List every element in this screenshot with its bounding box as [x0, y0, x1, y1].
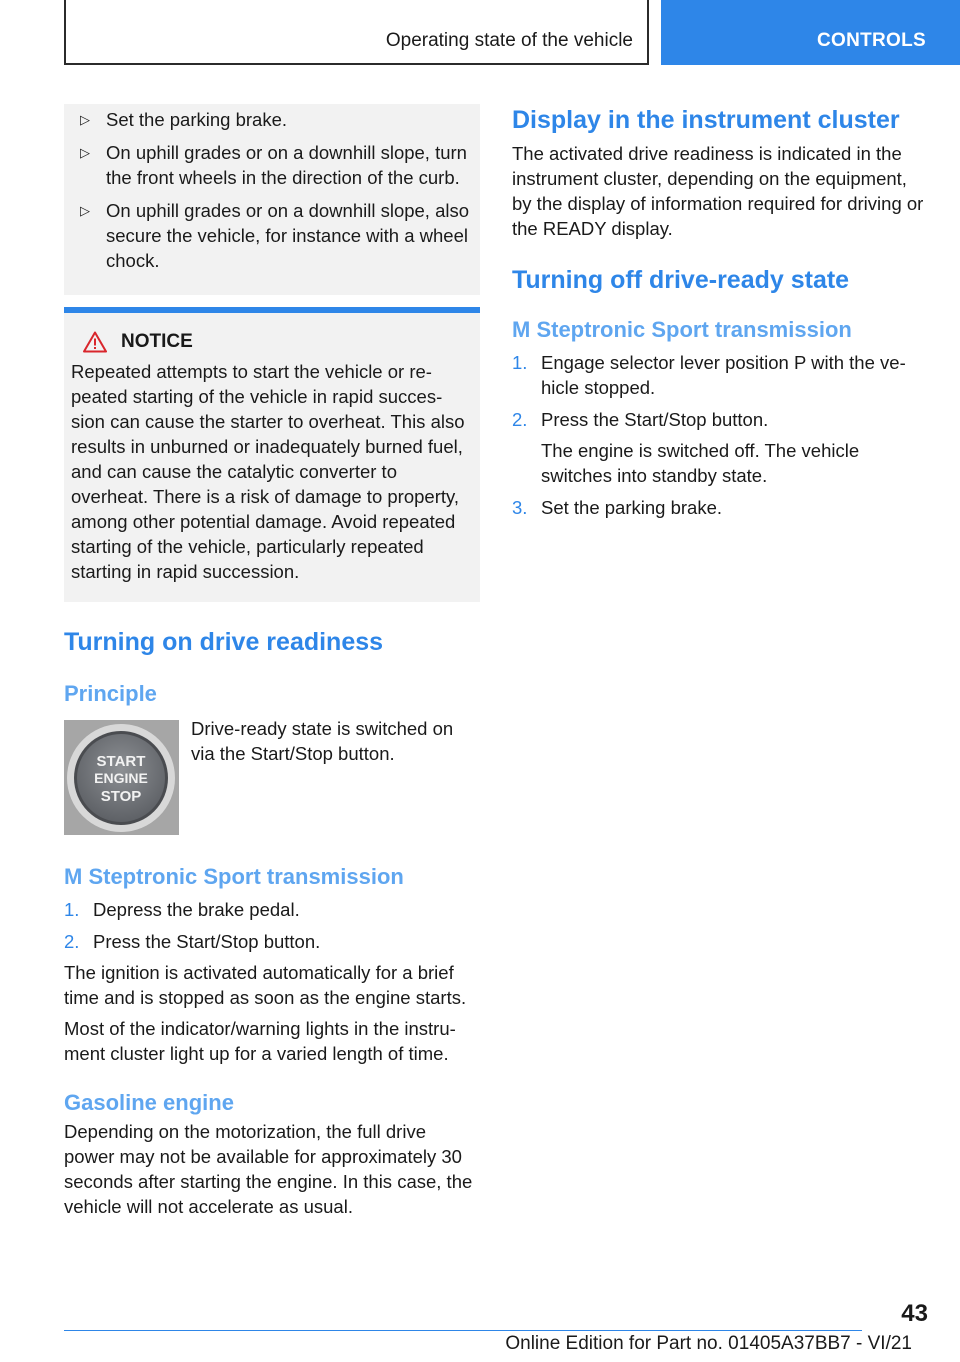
right-column	[512, 104, 928, 527]
list-item	[512, 495, 928, 520]
step-number: 2.	[512, 409, 528, 430]
notice-title: NOTICE	[121, 331, 193, 352]
header-section-title: Operating state of the vehicle	[385, 30, 633, 51]
triangle-bullet-icon: ▷	[80, 112, 90, 127]
step-text: Set the parking brake.	[541, 497, 722, 518]
bullet-text: On uphill grades or on a downhill slope, turn the front wheels in the direction of the curb.	[106, 142, 467, 188]
notice-text: Repeated attempts to start the vehicle or re‐peated starting of the vehicle in rapid succes‐sion can cause the starter to overheat. This also results in unburned or inadequately burned fuel, and can cause the catalytic converter to overheat. There is a risk of damage to property, among other potential damage. Avoid repeated starting of the vehicle, particularly repeated starting in rapid succession.	[71, 361, 465, 582]
steps-off	[512, 350, 928, 520]
principle-section	[64, 720, 480, 835]
heading-steptronic-off: M Steptronic Sport transmission	[512, 317, 852, 342]
display-text: The activated drive readiness is indicated in the instrument cluster, depending on the equipment, by the display of information required for driving or the READY display.	[512, 143, 924, 239]
triangle-bullet-icon: ▷	[80, 203, 90, 218]
page-number: 43	[901, 1300, 928, 1327]
footer-divider	[64, 1330, 862, 1331]
warning-triangle-icon	[83, 331, 107, 353]
step-text: Depress the brake pedal.	[93, 899, 300, 920]
start-stop-button-image	[64, 720, 179, 835]
heading-turn-off: Turning off drive-ready state	[512, 266, 850, 294]
list-item	[512, 350, 928, 400]
list-item	[78, 140, 470, 190]
steps-on	[64, 897, 480, 954]
paragraph-ignition: The ignition is activated automatically for a brief time and is stopped as soon as the engine starts.	[64, 962, 467, 1008]
list-item	[64, 897, 480, 922]
list-item	[64, 929, 480, 954]
step-text: Press the Start/Stop button.	[93, 931, 321, 952]
step-number: 1.	[64, 899, 80, 920]
header-section-box	[64, 0, 649, 65]
list-item	[512, 407, 928, 488]
triangle-bullet-icon: ▷	[80, 145, 90, 160]
list-item	[78, 107, 470, 132]
list-item	[78, 198, 470, 273]
step-number: 2.	[64, 931, 80, 952]
button-label-start: START	[96, 753, 146, 770]
principle-text: Drive-ready state is switched on via the Start/Stop button.	[191, 718, 454, 764]
heading-gasoline-engine: Gasoline engine	[64, 1090, 234, 1115]
button-label-engine: ENGINE	[94, 770, 148, 786]
notice-box	[64, 307, 480, 602]
start-stop-button-icon	[64, 720, 179, 835]
heading-principle: Principle	[64, 681, 157, 706]
heading-steptronic-on: M Steptronic Sport transmission	[64, 864, 404, 889]
notice-header	[83, 331, 472, 353]
header-chapter-tab	[661, 0, 960, 65]
step-subtext: The engine is switched off. The vehicle switches into standby state.	[541, 440, 860, 486]
paragraph-gasoline: Depending on the motorization, the full drive power may not be available for approximately 30 seconds after starting the engine. In this case, the vehicle will not accelerate as usual.	[64, 1121, 473, 1217]
header-chapter-title: CONTROLS	[816, 30, 926, 51]
step-number: 1.	[512, 352, 528, 373]
heading-display-cluster: Display in the instrument cluster	[512, 106, 900, 134]
footer-edition: Online Edition for Part no. 01405A37BB7 - VI/21	[505, 1333, 912, 1354]
paragraph-indicator-lights: Most of the indicator/warning lights in the instru‐ment cluster light up for a varied length of time.	[64, 1018, 456, 1064]
heading-drive-readiness: Turning on drive readiness	[64, 628, 384, 656]
step-number: 3.	[512, 497, 528, 518]
bullet-text: Set the parking brake.	[106, 109, 287, 130]
step-text: Press the Start/Stop button.	[541, 409, 769, 430]
left-column	[64, 104, 480, 1219]
button-label-stop: STOP	[100, 788, 142, 805]
bullet-box	[64, 104, 480, 295]
step-text: Engage selector lever position P with the ve‐hicle stopped.	[541, 352, 906, 398]
bullet-text: On uphill grades or on a downhill slope, also secure the vehicle, for instance with a wheel chock.	[106, 200, 470, 271]
